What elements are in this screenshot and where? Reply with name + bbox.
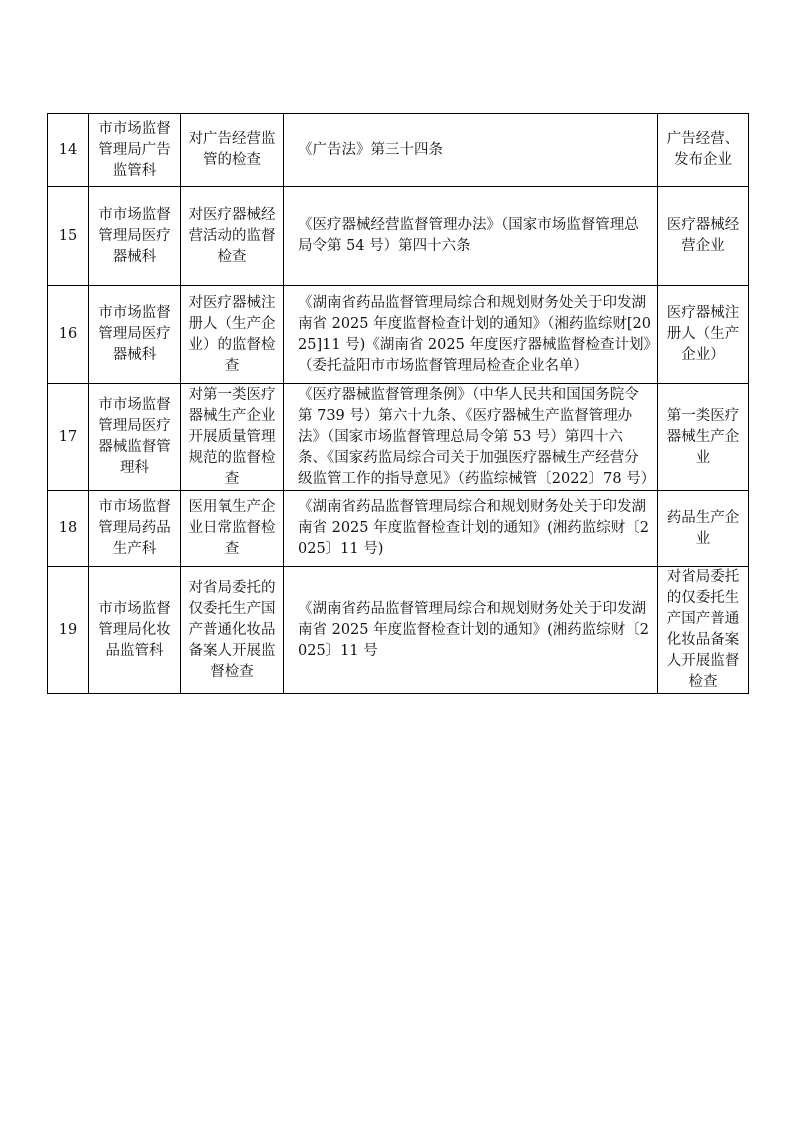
table-row	[48, 286, 749, 384]
department-cell: 市市场监督管理局药品生产科	[89, 491, 181, 567]
inspection-item-cell: 对省局委托的仅委托生产国产普通化妆品备案人开展监督检查	[181, 567, 284, 694]
department-cell: 市市场监督管理局广告监管科	[89, 114, 181, 187]
inspection-table	[47, 113, 749, 694]
department-cell: 市市场监督管理局医疗器械监督管理科	[89, 384, 181, 491]
table-row	[48, 491, 749, 567]
table-row	[48, 187, 749, 286]
department-cell: 市市场监督管理局医疗器械科	[89, 286, 181, 384]
department-cell: 市市场监督管理局化妆品监管科	[89, 567, 181, 694]
target-cell: 广告经营、发布企业	[658, 114, 749, 187]
department-cell: 市市场监督管理局医疗器械科	[89, 187, 181, 286]
row-number: 14	[48, 114, 89, 187]
row-number: 17	[48, 384, 89, 491]
legal-basis-cell: 《医疗器械监督管理条例》（中华人民共和国国务院令第 739 号）第六十九条、《医疗器械生产监督管理办法》（国家市场监督管理总局令第 53 号）第四十六条、《国家药监局综合司关于加强医疗器械生产经营分级监管工作的指导意见》（药监综械管〔2022〕78 号）	[284, 384, 658, 491]
row-number: 16	[48, 286, 89, 384]
row-number: 15	[48, 187, 89, 286]
row-number: 18	[48, 491, 89, 567]
target-cell: 医疗器械经营企业	[658, 187, 749, 286]
target-cell: 药品生产企业	[658, 491, 749, 567]
inspection-item-cell: 对广告经营监管的检查	[181, 114, 284, 187]
table-row	[48, 114, 749, 187]
legal-basis-cell: 《广告法》第三十四条	[284, 114, 658, 187]
table-row	[48, 384, 749, 491]
table-row	[48, 567, 749, 694]
target-cell: 医疗器械注册人（生产企业）	[658, 286, 749, 384]
inspection-item-cell: 医用氧生产企业日常监督检查	[181, 491, 284, 567]
legal-basis-cell: 《湖南省药品监督管理局综合和规划财务处关于印发湖南省 2025 年度监督检查计划的通知》（湘药监综财[2025]11 号)《湖南省 2025 年度医疗器械监督检查计划》（委托益阳市市场监督管理局检查企业名单）	[284, 286, 658, 384]
legal-basis-cell: 《医疗器械经营监督管理办法》（国家市场监督管理总局令第 54 号）第四十六条	[284, 187, 658, 286]
inspection-item-cell: 对医疗器械经营活动的监督检查	[181, 187, 284, 286]
inspection-item-cell: 对第一类医疗器械生产企业开展质量管理规范的监督检查	[181, 384, 284, 491]
legal-basis-cell: 《湖南省药品监督管理局综合和规划财务处关于印发湖南省 2025 年度监督检查计划的通知》(湘药监综财〔2025〕11 号	[284, 567, 658, 694]
inspection-item-cell: 对医疗器械注册人（生产企业）的监督检查	[181, 286, 284, 384]
row-number: 19	[48, 567, 89, 694]
target-cell: 对省局委托的仅委托生产国产普通化妆品备案人开展监督检查	[658, 567, 749, 694]
legal-basis-cell: 《湖南省药品监督管理局综合和规划财务处关于印发湖南省 2025 年度监督检查计划的通知》(湘药监综财〔2025〕11 号)	[284, 491, 658, 567]
target-cell: 第一类医疗器械生产企业	[658, 384, 749, 491]
